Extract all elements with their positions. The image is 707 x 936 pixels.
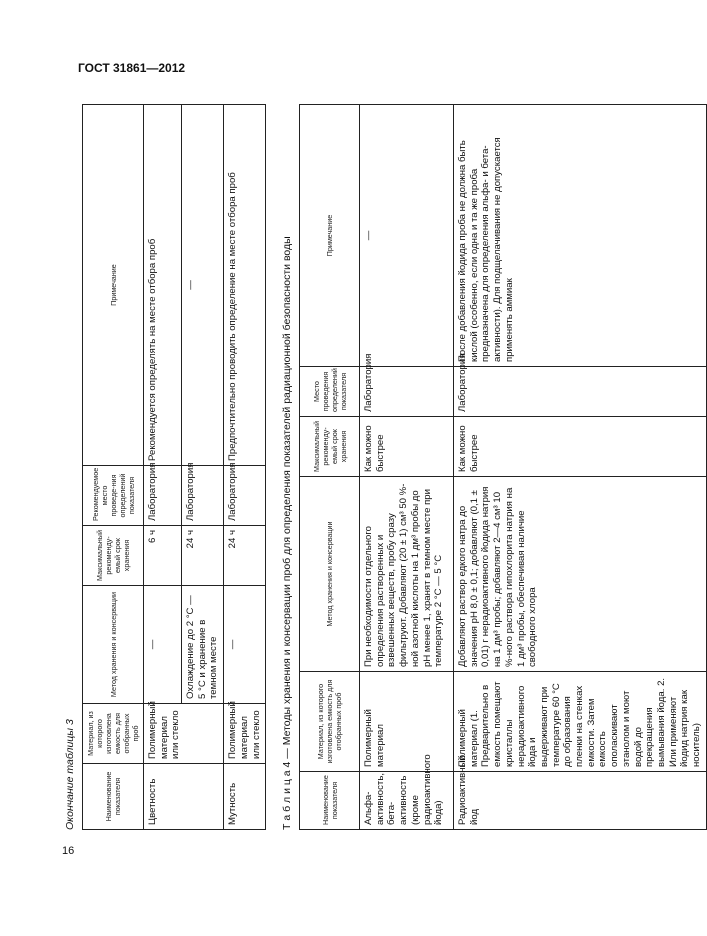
table3 xyxy=(82,104,266,830)
table4-header-name: Наименование показателя xyxy=(300,772,360,830)
table4-cell-method: При необходимости отдельного определения растворенных и взвешенных веществ, пробу сразу фильтруют. Добавляют (20 ± 1) см³ 50 %-ной азотной кислоты на 1 дм³ пробы до рН менее 1, хранят в темном месте при температуре 2 °С — 5 °С xyxy=(360,477,454,672)
table3-cell-name: Мутность xyxy=(224,764,266,830)
table4-cell-time: Как можно быстрее xyxy=(454,417,707,477)
table3-header-material: Материал, из которого изготовлена емкость для отобранных проб xyxy=(83,704,144,764)
table4-cell-material: Полимерный материал xyxy=(360,672,454,772)
table4-cell-note: После добавления йодида проба не должна быть кислой (особенно, если одна и та же проба предназначена для определения альфа- и бета-активности). Для подщелачивания не допускается применять аммиак xyxy=(454,105,707,367)
table3-cell-note: — xyxy=(182,105,224,466)
table3-cell-method: Охлаждение до 2 °С — 5 °С и хранение в темном месте xyxy=(182,586,224,704)
table3-cell-method: — xyxy=(144,586,182,704)
table4-cell-name: Радиоактивный йод xyxy=(454,772,707,830)
table3-cell-name: Цветность xyxy=(144,764,224,830)
table3-cell-place: Лаборатория xyxy=(224,466,266,526)
table3-cell-place: Лаборатория xyxy=(182,466,224,526)
table3-header-note: Примечание xyxy=(83,105,144,466)
table4-header-max-time: Максимальный рекоменду-емый срок хранения xyxy=(300,417,360,477)
table-row xyxy=(144,105,182,830)
document-header: ГОСТ 31861—2012 xyxy=(78,61,186,75)
rotated-content xyxy=(64,105,703,830)
table3-cell-material: Полимерный материал или стекло xyxy=(144,704,224,764)
table3-cell-note: Предпочтительно проводить определение на месте отбора проб xyxy=(224,105,266,466)
table4-cell-material: Полимерный материал (1. Предварительно в емкость помещают кристаллы нерадиоактивного йода и выдерживают при температуре 60 °С до образования пленки на стенках емкости. Затем емкость ополаскивают этанолом и моют водой до прекращения вымывания йода. 2. Или применяют йодид натрия как носитель) xyxy=(454,672,707,772)
table4-cell-note: — xyxy=(360,105,454,367)
table4-cell-time: Как можно быстрее xyxy=(360,417,454,477)
table3-caption: Окончание таблицы 3 xyxy=(64,719,76,830)
table3-cell-method: — xyxy=(224,586,266,704)
table4-cell-place: Лаборатория xyxy=(454,367,707,417)
table-row xyxy=(360,105,454,830)
table3-cell-material: Полимерный материал или стекло xyxy=(224,704,266,764)
table3-header-place: Рекомендуемое место проведе-ния определений показателя xyxy=(83,466,144,526)
table3-header-row xyxy=(83,105,144,830)
table4-cell-place: Лаборатория xyxy=(360,367,454,417)
table4-header-note: Примечание xyxy=(300,105,360,367)
table3-header-name: Наименование показателя xyxy=(83,764,144,830)
table4-header-material: Материал, из которого изготовлена емкость для отобранных проб xyxy=(300,672,360,772)
table-row xyxy=(224,105,266,830)
table4-header-method: Метод хранения и консервации xyxy=(300,477,360,672)
table3-cell-time: 6 ч xyxy=(144,526,182,586)
table4-header-row xyxy=(300,105,360,830)
table4 xyxy=(299,104,707,830)
table3-header-method: Метод хранения и консервации xyxy=(83,586,144,704)
page-number: 16 xyxy=(62,845,75,857)
table3-cell-time: 24 ч xyxy=(224,526,266,586)
table4-cell-method: Добавляют раствор едкого натра до значения рН 8,0 ± 0,1; добавляют (0,1 ± 0,01) г нерадиоактивного йодида натрия на 1 дм³ пробы; добавляют 2—4 см³ 10 %-ного раствора гипохлорита натрия на 1 дм³ пробы, обеспечивая наличие свободного хлора xyxy=(454,477,707,672)
table4-header-place: Место проведения определений показателя xyxy=(300,367,360,417)
table3-header-max-time: Максимальный рекоменду-емый срок хранения xyxy=(83,526,144,586)
table3-cell-time: 24 ч xyxy=(182,526,224,586)
table3-cell-place: Лаборатория xyxy=(144,466,182,526)
table-row xyxy=(454,105,707,830)
table4-caption: Т а б л и ц а 4 — Методы хранения и консервации проб для определения показателей радиационной безопасности воды xyxy=(281,236,293,830)
table4-cell-name: Альфа-активность, бета-активность (кроме радиоактивного йода) xyxy=(360,772,454,830)
table3-cell-note: Рекомендуется определять на месте отбора проб xyxy=(144,105,182,466)
